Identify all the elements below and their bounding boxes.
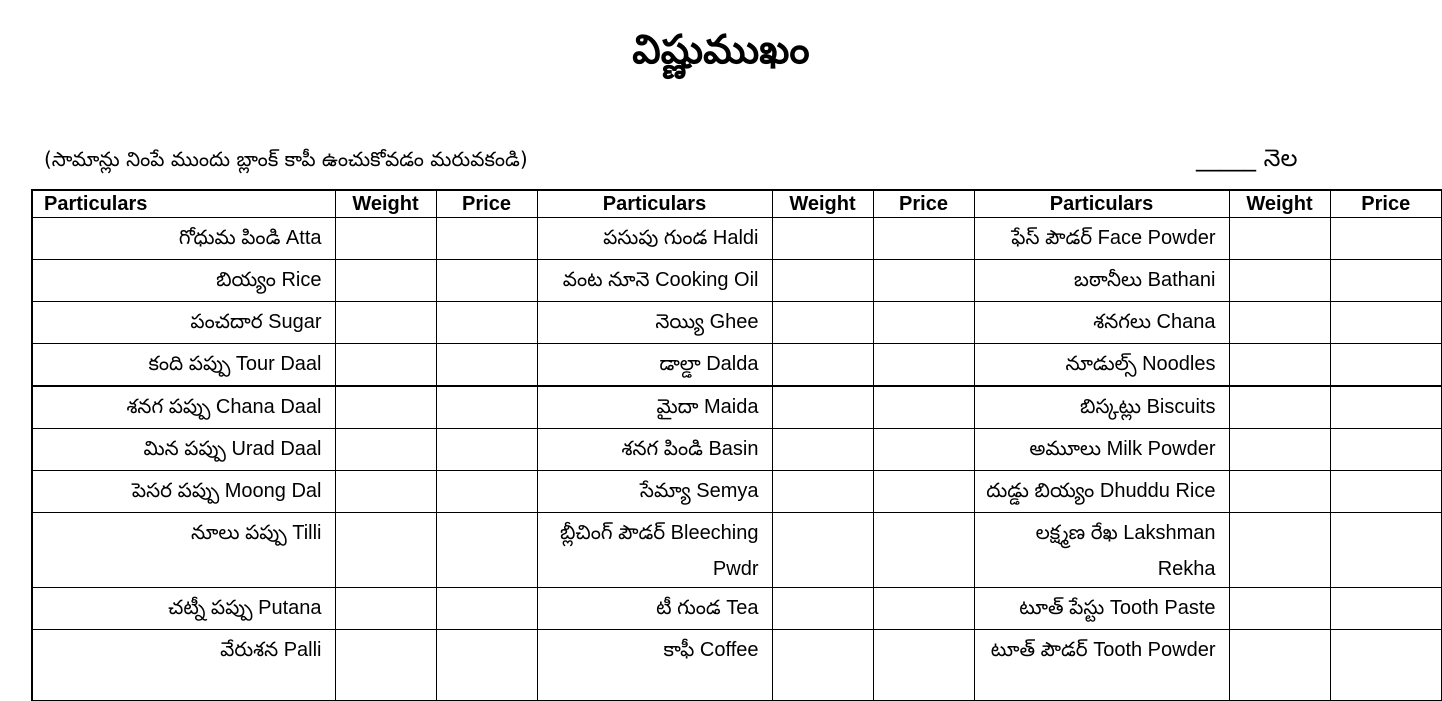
- column-header: Particulars: [32, 190, 335, 218]
- table-row: [32, 302, 1442, 344]
- weight-cell[interactable]: [335, 344, 436, 387]
- item-cell: [974, 471, 1229, 513]
- table-row: [32, 386, 1442, 429]
- column-header: Price: [1330, 190, 1442, 218]
- weight-cell[interactable]: [335, 386, 436, 429]
- item-label: శనగలు Chana: [1093, 311, 1216, 333]
- weight-cell[interactable]: [772, 302, 873, 344]
- item-label: కాఫీ Coffee: [663, 639, 759, 661]
- price-cell[interactable]: [873, 588, 974, 630]
- item-cell: [32, 344, 335, 387]
- column-header: Weight: [335, 190, 436, 218]
- item-label: గోధుమ పిండి Atta: [178, 227, 322, 249]
- item-cell: [537, 386, 772, 429]
- price-cell[interactable]: [873, 260, 974, 302]
- weight-cell[interactable]: [1229, 471, 1330, 513]
- item-label: శనగ పిండి Basin: [621, 438, 759, 460]
- item-label: నూడుల్స్ Noodles: [1065, 353, 1216, 375]
- table-row: [32, 471, 1442, 513]
- price-cell[interactable]: [436, 260, 537, 302]
- table-row: [32, 630, 1442, 701]
- price-cell[interactable]: [1330, 386, 1442, 429]
- weight-cell[interactable]: [335, 218, 436, 260]
- item-cell: [32, 386, 335, 429]
- item-cell: [537, 344, 772, 387]
- item-cell: [974, 588, 1229, 630]
- item-cell: [32, 588, 335, 630]
- instruction-note: (సామాన్లు నింపే ముందు బ్లాంక్ కాపీ ఉంచుకోవడం మరువకండి): [44, 147, 528, 171]
- table-row: [32, 588, 1442, 630]
- item-cell: [537, 260, 772, 302]
- price-cell[interactable]: [1330, 218, 1442, 260]
- price-cell[interactable]: [873, 218, 974, 260]
- item-cell: [974, 260, 1229, 302]
- item-label: వంట నూనె Cooking Oil: [562, 269, 759, 291]
- month-field: _____ నెల: [1196, 144, 1298, 172]
- weight-cell[interactable]: [1229, 630, 1330, 701]
- table-header-row: [32, 190, 1442, 218]
- table-row: [32, 260, 1442, 302]
- price-cell[interactable]: [873, 302, 974, 344]
- weight-cell[interactable]: [335, 630, 436, 701]
- item-cell: [32, 429, 335, 471]
- item-label: కంది పప్పు Tour Daal: [148, 353, 322, 375]
- item-label: ఫేస్ పౌడర్ Face Powder: [1011, 227, 1216, 249]
- item-label: పెసర పప్పు Moong Dal: [131, 480, 322, 502]
- item-label: నెయ్యి Ghee: [655, 311, 759, 333]
- weight-cell[interactable]: [335, 513, 436, 588]
- item-cell: [537, 513, 772, 588]
- item-cell: [974, 513, 1229, 588]
- page-title: విష్ణుముఖం: [632, 27, 810, 73]
- weight-cell[interactable]: [1229, 218, 1330, 260]
- weight-cell[interactable]: [1229, 260, 1330, 302]
- item-cell: [32, 302, 335, 344]
- item-cell: [537, 588, 772, 630]
- weight-cell[interactable]: [772, 630, 873, 701]
- item-cell: [537, 471, 772, 513]
- item-label: బఠానీలు Bathani: [1073, 269, 1216, 291]
- table-row: [32, 429, 1442, 471]
- item-label: చట్నీ పప్పు Putana: [168, 597, 322, 619]
- grocery-list-table: [31, 189, 1442, 701]
- column-header: Price: [873, 190, 974, 218]
- item-cell: [537, 218, 772, 260]
- weight-cell[interactable]: [335, 302, 436, 344]
- price-cell[interactable]: [1330, 429, 1442, 471]
- item-label: పసుపు గుండ Haldi: [603, 227, 759, 249]
- item-label: సేమ్యా Semya: [639, 480, 759, 502]
- weight-cell[interactable]: [772, 386, 873, 429]
- item-cell: [537, 302, 772, 344]
- price-cell[interactable]: [873, 429, 974, 471]
- price-cell[interactable]: [1330, 302, 1442, 344]
- item-cell: [974, 429, 1229, 471]
- weight-cell[interactable]: [335, 429, 436, 471]
- price-cell[interactable]: [436, 471, 537, 513]
- price-cell[interactable]: [436, 630, 537, 701]
- price-cell[interactable]: [1330, 471, 1442, 513]
- price-cell[interactable]: [873, 630, 974, 701]
- item-label: టూత్ పౌడర్ Tooth Powder: [990, 639, 1216, 661]
- price-cell[interactable]: [1330, 260, 1442, 302]
- price-cell[interactable]: [436, 344, 537, 387]
- item-cell: [32, 218, 335, 260]
- price-cell[interactable]: [1330, 630, 1442, 701]
- column-header: Particulars: [974, 190, 1229, 218]
- table-row: [32, 513, 1442, 588]
- weight-cell[interactable]: [1229, 386, 1330, 429]
- item-label: పంచదార Sugar: [190, 311, 322, 333]
- weight-cell[interactable]: [1229, 588, 1330, 630]
- price-cell[interactable]: [436, 218, 537, 260]
- table-row: [32, 344, 1442, 387]
- item-label: శనగ పప్పు Chana Daal: [126, 396, 322, 418]
- price-cell[interactable]: [436, 429, 537, 471]
- weight-cell[interactable]: [335, 471, 436, 513]
- item-label: టూత్ పేస్టు Tooth Paste: [1019, 597, 1216, 619]
- price-cell[interactable]: [436, 302, 537, 344]
- column-header: Weight: [1229, 190, 1330, 218]
- item-label: అమూలు Milk Powder: [1029, 438, 1216, 460]
- price-cell[interactable]: [873, 513, 974, 588]
- item-label: వేరుశన Palli: [220, 639, 322, 661]
- item-cell: [974, 344, 1229, 387]
- price-cell[interactable]: [1330, 588, 1442, 630]
- column-header: Particulars: [537, 190, 772, 218]
- item-label: డాల్డా Dalda: [659, 353, 759, 375]
- price-cell[interactable]: [873, 386, 974, 429]
- item-cell: [974, 386, 1229, 429]
- item-cell: [974, 630, 1229, 701]
- item-cell: [974, 302, 1229, 344]
- table-row: [32, 218, 1442, 260]
- item-label: టీ గుండ Tea: [656, 597, 759, 619]
- weight-cell[interactable]: [772, 588, 873, 630]
- item-cell: [32, 471, 335, 513]
- price-cell[interactable]: [436, 513, 537, 588]
- weight-cell[interactable]: [335, 588, 436, 630]
- item-cell: [32, 630, 335, 701]
- weight-cell[interactable]: [1229, 429, 1330, 471]
- item-cell: [32, 260, 335, 302]
- price-cell[interactable]: [436, 386, 537, 429]
- item-cell: [974, 218, 1229, 260]
- column-header: Weight: [772, 190, 873, 218]
- item-cell: [537, 429, 772, 471]
- price-cell[interactable]: [1330, 344, 1442, 387]
- weight-cell[interactable]: [772, 471, 873, 513]
- weight-cell[interactable]: [772, 218, 873, 260]
- weight-cell[interactable]: [335, 260, 436, 302]
- weight-cell[interactable]: [1229, 344, 1330, 387]
- weight-cell[interactable]: [772, 260, 873, 302]
- weight-cell[interactable]: [772, 344, 873, 387]
- price-cell[interactable]: [873, 471, 974, 513]
- item-cell: [32, 513, 335, 588]
- price-cell[interactable]: [873, 344, 974, 387]
- weight-cell[interactable]: [772, 513, 873, 588]
- item-label: బిస్కట్లు Biscuits: [1080, 396, 1216, 418]
- item-label: నూలు పప్పు Tilli: [191, 522, 322, 544]
- item-label: మిన పప్పు Urad Daal: [143, 438, 322, 460]
- column-header: Price: [436, 190, 537, 218]
- weight-cell[interactable]: [772, 429, 873, 471]
- item-label: దుడ్డు బియ్యం Dhuddu Rice: [986, 480, 1216, 502]
- weight-cell[interactable]: [1229, 513, 1330, 588]
- item-label: లక్ష్మణ రేఖ Lakshman Rekha: [1035, 522, 1216, 580]
- item-label: మైదా Maida: [656, 396, 759, 418]
- weight-cell[interactable]: [1229, 302, 1330, 344]
- item-label: బ్లీచింగ్ పౌడర్ Bleeching Pwdr: [559, 522, 759, 580]
- item-cell: [537, 630, 772, 701]
- price-cell[interactable]: [1330, 513, 1442, 588]
- price-cell[interactable]: [436, 588, 537, 630]
- item-label: బియ్యం Rice: [216, 269, 322, 291]
